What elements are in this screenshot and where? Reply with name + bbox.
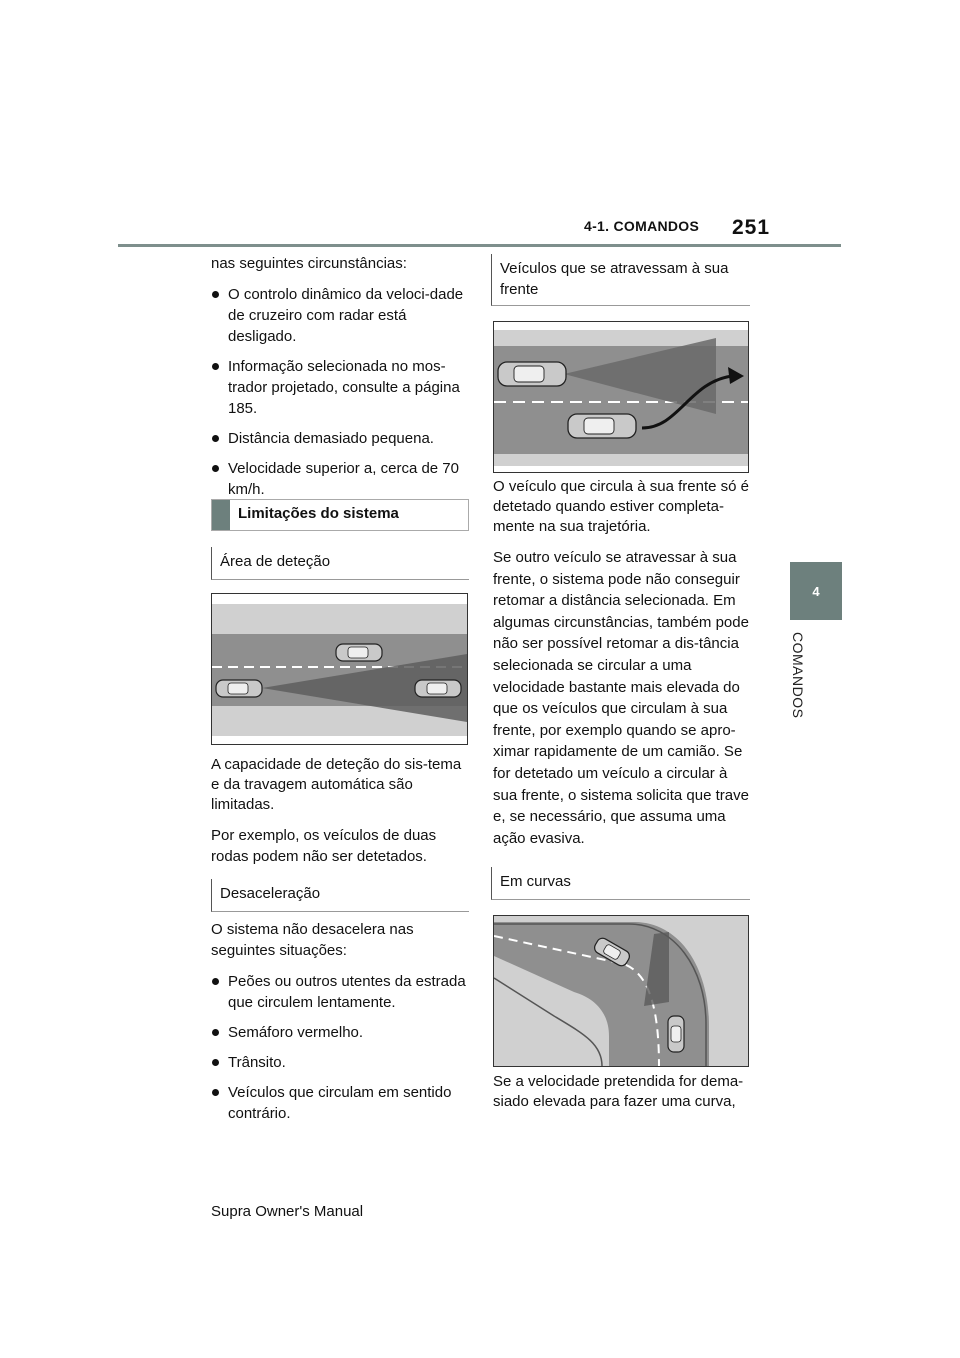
car-icon — [415, 680, 461, 697]
section-title: 4-1. COMANDOS — [584, 218, 700, 234]
subheading-detection-area: Área de deteção — [211, 547, 469, 580]
header-rule — [118, 244, 841, 247]
curves-illustration — [494, 916, 748, 1066]
paragraph: Se a velocidade pretendida for dema-siado elevada para fazer uma curva, — [493, 1073, 744, 1110]
bullet-icon — [212, 291, 219, 298]
paragraph: Se outro veículo se atravessar à sua frente, o sistema pode não conseguir retomar a distância selecionada. Em algumas circunstâncias, também pode não ser possível retomar a dis-tância selecionada se circular a uma velocidade bastante mais elevada do que os veículos que circulam à sua frente, por exemplo quando se apro-ximar rapidamente de um camião. Se for detetado um veículo a circular à sua frente, o sistema solicita que trave e, se necessário, que assuma uma ação evasiva. — [493, 549, 749, 847]
bullet-icon — [212, 435, 219, 442]
section-heading: Limitações do sistema — [238, 505, 399, 522]
subheading-deceleration: Desaceleração — [211, 879, 469, 912]
list-item: Distância demasiado pequena. — [211, 428, 473, 449]
crossing-vehicle-illustration — [494, 322, 748, 472]
detection-area-illustration — [212, 594, 467, 744]
list-item: O controlo dinâmico da veloci-dade de cruzeiro com radar está desligado. — [211, 284, 473, 347]
bullet-icon — [212, 978, 219, 985]
bullet-icon — [212, 363, 219, 370]
paragraph: A capacidade de deteção do sis-tema e da travagem automática são limitadas. — [211, 756, 462, 813]
car-icon — [216, 680, 262, 697]
subheading-crossing-vehicles: Veículos que se atravessam à sua frente — [491, 254, 750, 306]
right-column-bottom — [493, 1072, 755, 1122]
left-column — [211, 253, 473, 510]
left-column-lower — [211, 755, 473, 877]
chapter-tab: 4 — [790, 562, 842, 620]
subheading-curves: Em curvas — [491, 867, 750, 900]
page-number: 251 — [732, 216, 771, 239]
bullet-list-conditions — [211, 284, 473, 500]
car-icon — [668, 1016, 684, 1052]
list-item: Semáforo vermelho. — [211, 1022, 473, 1043]
bullet-icon — [212, 1089, 219, 1096]
paragraph: Por exemplo, os veículos de duas rodas podem não ser detetados. — [211, 827, 437, 865]
list-item: Trânsito. — [211, 1052, 473, 1073]
bullet-icon — [212, 1029, 219, 1036]
section-heading-box — [211, 499, 469, 531]
car-icon — [568, 414, 636, 438]
figure-crossing-vehicle — [493, 321, 749, 473]
bullet-list-situations — [211, 971, 473, 1124]
paragraph: O sistema não desacelera nas seguintes situações: — [211, 921, 414, 959]
footer-title: Supra Owner's Manual — [211, 1203, 364, 1220]
list-item: Veículos que circulam em sentido contrário. — [211, 1082, 473, 1124]
bullet-icon — [212, 1059, 219, 1066]
car-icon — [336, 644, 382, 661]
list-item: Informação selecionada no mos-trador projetado, consulte a página 185. — [211, 356, 473, 419]
intro-text: nas seguintes circunstâncias: — [211, 255, 407, 272]
chapter-tab-label: COMANDOS — [790, 632, 806, 719]
heading-accent-bar — [212, 500, 230, 530]
left-column-bottom — [211, 919, 473, 1134]
right-column-text — [493, 477, 755, 859]
figure-detection-area — [211, 593, 468, 745]
list-item: Peões ou outros utentes da estrada que circulem lentamente. — [211, 971, 473, 1013]
figure-curves — [493, 915, 749, 1067]
car-icon — [498, 362, 566, 386]
list-item: Velocidade superior a, cerca de 70 km/h. — [211, 458, 473, 500]
paragraph: O veículo que circula à sua frente só é detetado quando estiver completa-mente na sua trajetória. — [493, 478, 749, 535]
bullet-icon — [212, 465, 219, 472]
